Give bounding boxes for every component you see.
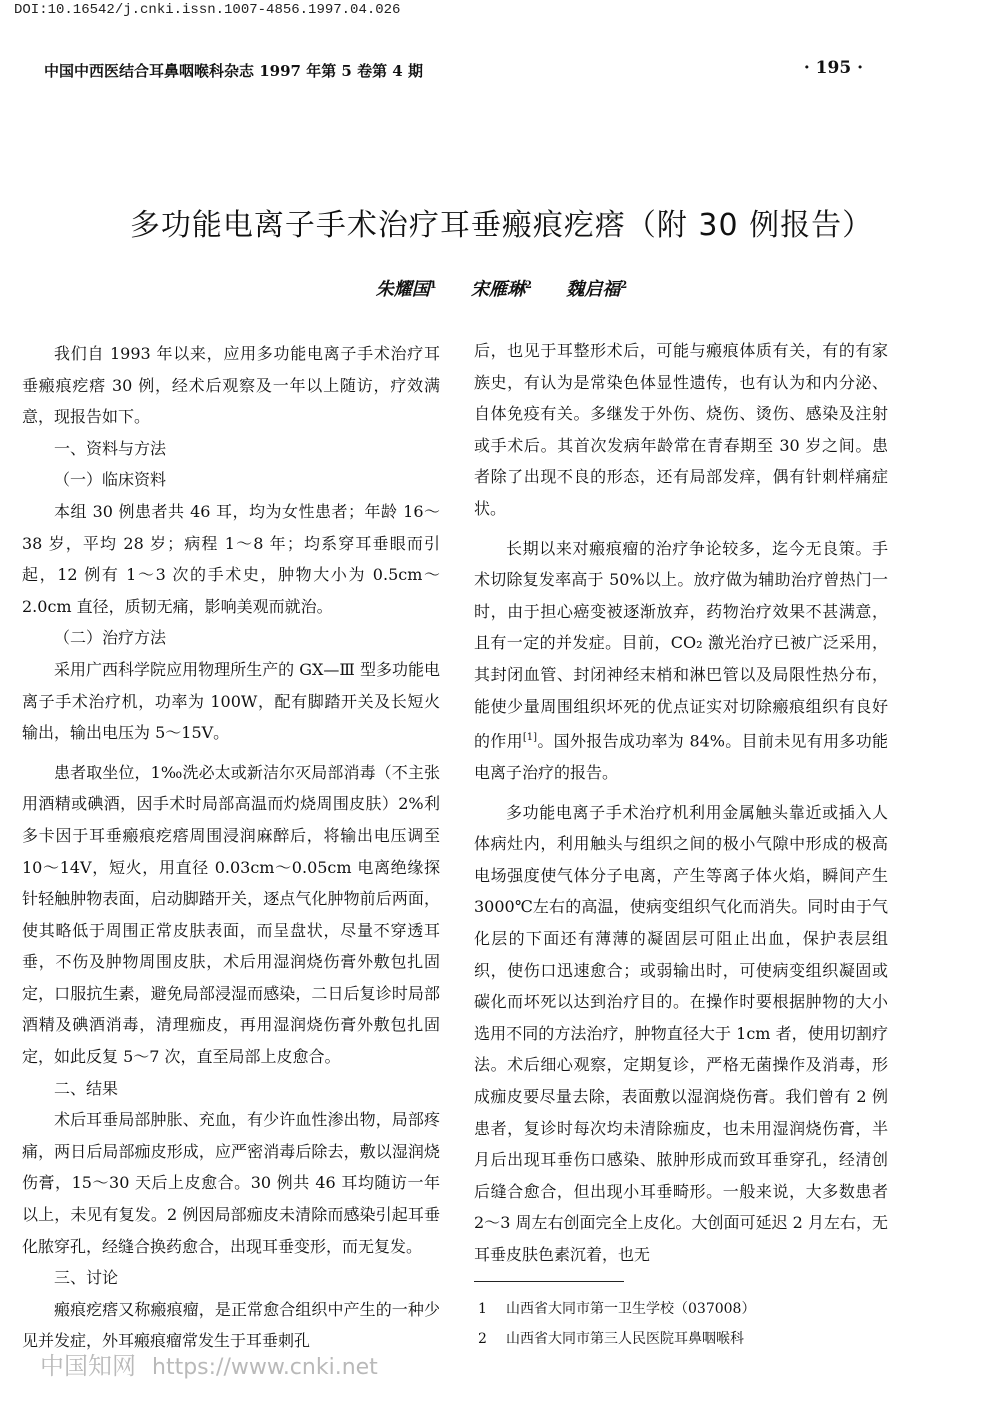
author: 宋雁琳$^2$	[471, 279, 532, 300]
page-number: · 195 ·	[803, 58, 863, 78]
right-column	[474, 335, 888, 1271]
section-heading: 三、讨论	[54, 1268, 119, 1288]
subsection-heading: （二）治疗方法	[54, 628, 167, 648]
article-title: 多功能电离子手术治疗耳垂瘢痕疙瘩（附 30 例报告）	[129, 208, 874, 243]
author-list	[0, 275, 1003, 301]
body-paragraph: 长期以来对瘢痕瘤的治疗争论较多，迄今无良策。手术切除复发率高于 50%以上。放疗做为辅助治疗曾热门一时，由于担心癌变被逐渐放弃，药物治疗效果不甚满意，且有一定的并发症。目前，CO₂ 激光治疗已被广泛采用，其封闭血管、封闭神经末梢和淋巴管以及局限性热分布，能使少量周围组织坏死的优点证实对切除瘢痕组织有良好的作用[1]。国外报告成功率为 84%。目前未见有用多功能电离子治疗的报告。	[474, 538, 888, 783]
citation-marker[interactable]: [1]	[522, 732, 538, 744]
cnki-watermark: 中国知网 https://www.cnki.net	[40, 1352, 378, 1380]
body-paragraph: 瘢痕疙瘩又称瘢痕瘤，是正常愈合组织中产生的一种少见并发症，外耳瘢痕瘤常发生于耳垂刺孔	[22, 1299, 440, 1351]
author: 朱耀国$^1$	[375, 279, 437, 300]
section-heading: 二、结果	[54, 1078, 119, 1098]
subsection-heading: （一）临床资料	[54, 470, 167, 490]
running-head: 中国中西医结合耳鼻咽喉科杂志 1997 年第 5 卷第 4 期	[44, 62, 423, 80]
body-paragraph: 采用广西科学院应用物理所生产的 GX—Ⅲ 型多功能电离子手术治疗机，功率为 100W，配有脚踏开关及长短火输出，输出电压为 5～15V。	[22, 659, 440, 743]
footnote: 2 山西省大同市第三人民医院耳鼻咽喉科	[478, 1331, 744, 1347]
intro-paragraph: 我们自 1993 年以来，应用多功能电离子手术治疗耳垂瘢痕疙瘩 30 例，经术后观察及一年以上随访，疗效满意，现报告如下。	[22, 344, 440, 427]
footnote-divider	[474, 1281, 624, 1282]
body-paragraph: 后，也见于耳整形术后，可能与瘢痕体质有关，有的有家族史，有认为是常染色体显性遗传，也有认为和内分泌、自体免疫有关。多继发于外伤、烧伤、烫伤、感染及注射或手术后。其首次发病年龄常在青春期至 30 岁之间。患者除了出现不良的形态，还有局部发痒，偶有针刺样痛症状。	[474, 341, 888, 518]
body-paragraph: 患者取坐位，1‰洗必太或新洁尔灭局部消毒（不主张用酒精或碘酒，因手术时局部高温而灼烧周围皮肤）2%利多卡因于耳垂瘢痕疙瘩周围浸润麻醉后，将输出电压调至 10～14V，短火，用直径 0.03cm～0.05cm 电离绝缘探针轻触肿物表面，启动脚踏开关，逐点气化肿物前后两面，使其略低于周围正常皮肤表面，而呈盘状，尽量不穿透耳垂，不伤及肿物周围皮肤，术后用湿润烧伤膏外敷包扎固定，口服抗生素，避免局部浸湿而感染，二日后复诊时局部酒精及碘酒消毒，清理痂皮，再用湿润烧伤膏外敷包扎固定，如此反复 5～7 次，直至局部上皮愈合。	[22, 762, 440, 1067]
doi-line: DOI:10.16542/j.cnki.issn.1007-4856.1997.04.026	[14, 2, 401, 18]
body-paragraph: 多功能电离子手术治疗机利用金属触头靠近或插入人体病灶内，利用触头与组织之间的极小气隙中形成的极高电场强度使气体分子电离，产生等离子体火焰，瞬间产生 3000℃左右的高温，使病变组织气化而消失。同时由于气化层的下面还有薄薄的凝固层可阻止出血，保护表层组织，使伤口迅速愈合；或弱输出时，可使病变组织凝固或碳化而坏死以达到治疗目的。在操作时要根据肿物的大小选用不同的方法治疗，肿物直径大于 1cm 者，使用切割疗法。术后细心观察，定期复诊，严格无菌操作及消毒，形成痂皮要尽量去除，表面敷以湿润烧伤膏。我们曾有 2 例患者，复诊时每次均未清除痂皮，也未用湿润烧伤膏，半月后出现耳垂伤口感染、脓肿形成而致耳垂穿孔，经清创后缝合愈合，但出现小耳垂畸形。一般来说，大多数患者 2～3 周左右创面完全上皮化。大创面可延迟 2 月左右，无耳垂皮肤色素沉着，也无	[474, 802, 888, 1264]
section-heading: 一、资料与方法	[54, 438, 167, 458]
body-paragraph: 本组 30 例患者共 46 耳，均为女性患者；年龄 16～38 岁，平均 28 岁；病程 1～8 年；均系穿耳垂眼而引起，12 例有 1～3 次的手术史，肿物大小为 0.5cm～2.0cm 直径，质韧无痛，影响美观而就治。	[22, 501, 440, 616]
body-paragraph: 术后耳垂局部肿胀、充血，有少许血性渗出物，局部疼痛，两日后局部痂皮形成，应严密消毒后除去，敷以湿润烧伤膏，15～30 天后上皮愈合。30 例共 46 耳均随访一年以上，未见有复发。2 例因局部痂皮未清除而感染引起耳垂化脓穿孔，经缝合换药愈合，出现耳垂变形，而无复发。	[22, 1110, 440, 1256]
footnote: 1 山西省大同市第一卫生学校（037008）	[478, 1301, 756, 1317]
left-column	[22, 338, 440, 1357]
author: 魏启福$^2$	[566, 279, 628, 300]
